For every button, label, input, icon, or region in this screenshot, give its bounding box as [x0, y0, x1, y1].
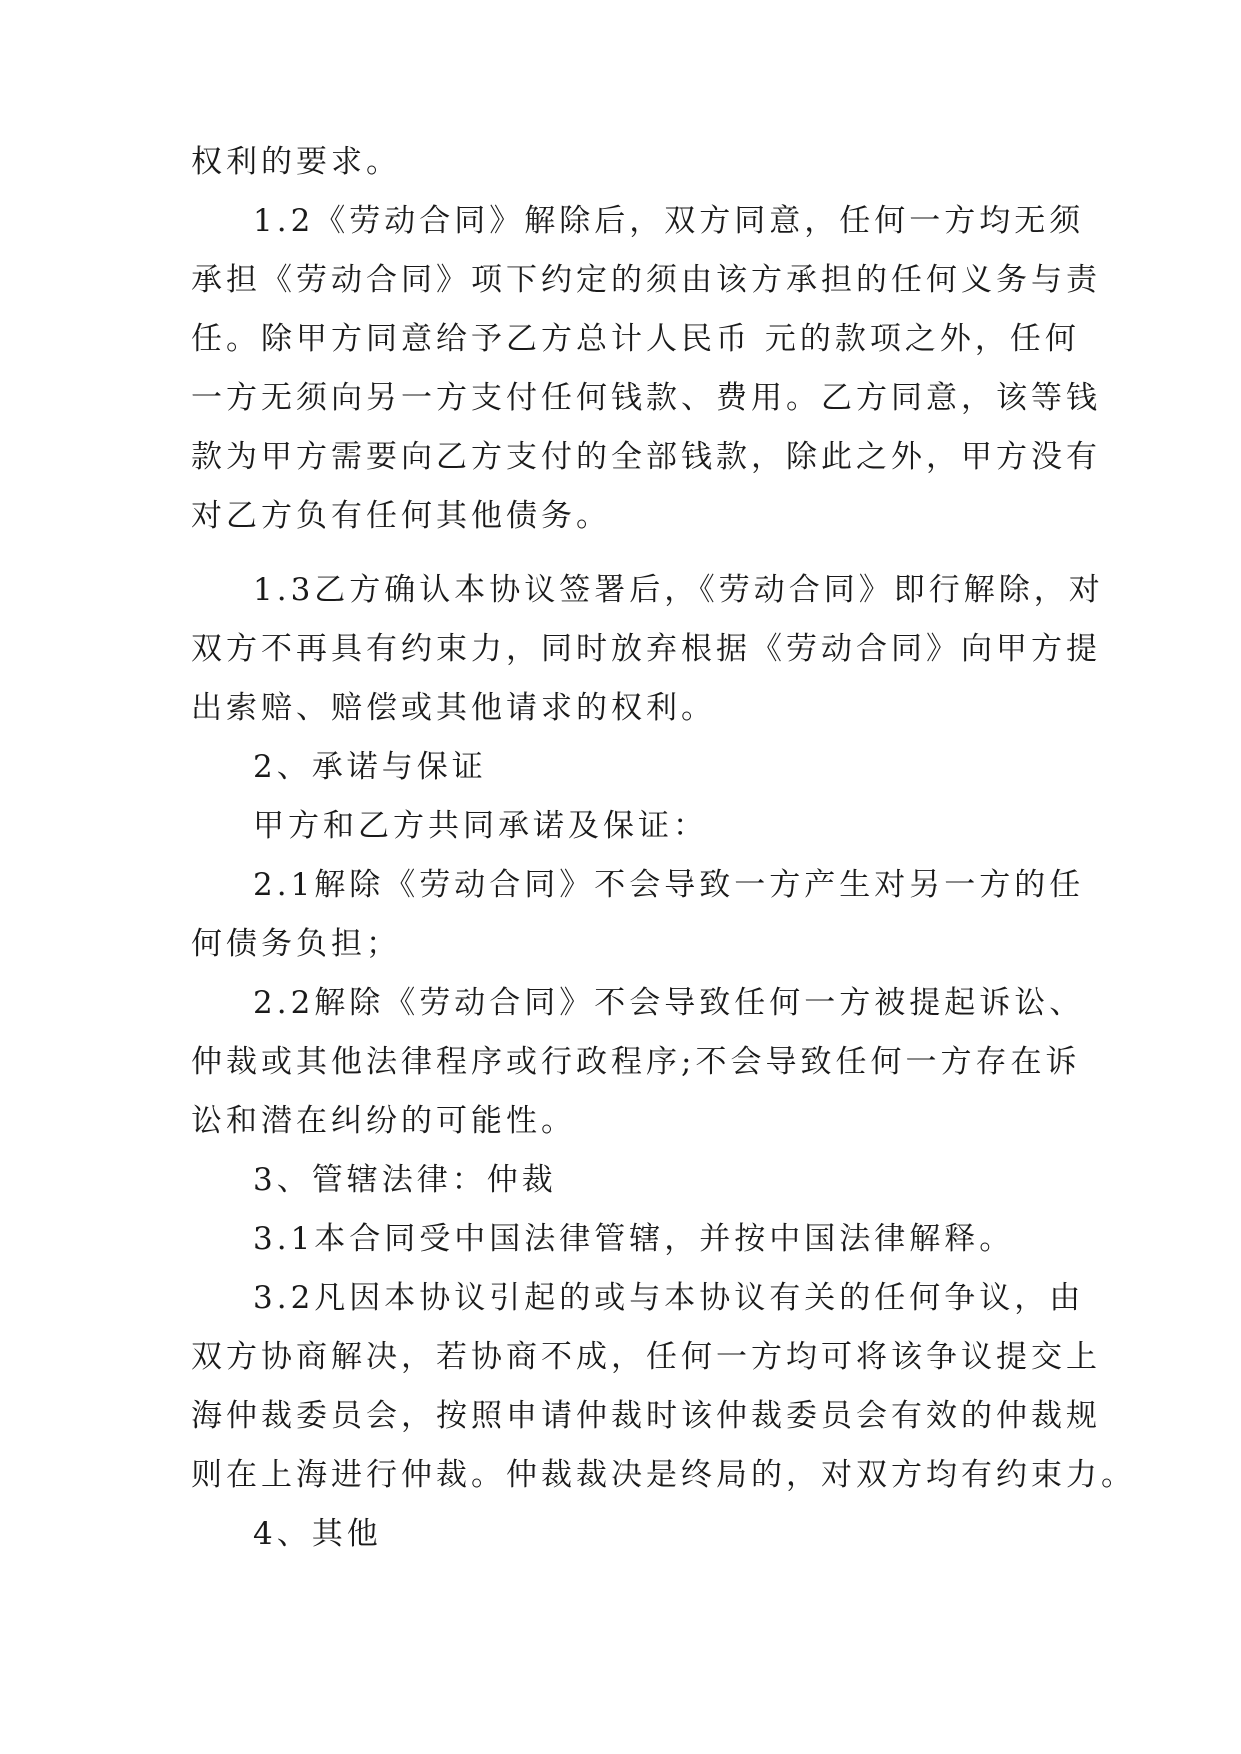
text-line: 则在上海进行仲裁。仲裁裁决是终局的，对双方均有约束力。: [191, 1457, 1136, 1493]
text-line: 对乙方负有任何其他债务。: [191, 498, 611, 534]
text-line: 权利的要求。: [191, 144, 401, 180]
text-line: 2.2解除《劳动合同》不会导致任何一方被提起诉讼、: [253, 985, 1085, 1021]
section-heading: 3、管辖法律：仲裁: [253, 1162, 557, 1198]
text-line: 双方协商解决，若协商不成，任何一方均可将该争议提交上: [191, 1339, 1101, 1375]
text-line: 任。除甲方同意给予乙方总计人民币 元的款项之外，任何: [191, 321, 1080, 357]
text-line: 1.3乙方确认本协议签署后，《劳动合同》即行解除，对: [253, 572, 1104, 608]
text-line: 仲裁或其他法律程序或行政程序;不会导致任何一方存在诉: [191, 1044, 1081, 1080]
text-line: 出索赔、赔偿或其他请求的权利。: [191, 690, 716, 726]
text-line: 1.2《劳动合同》解除后，双方同意，任何一方均无须: [253, 203, 1085, 239]
text-line: 何债务负担；: [191, 926, 401, 962]
text-line: 海仲裁委员会，按照申请仲裁时该仲裁委员会有效的仲裁规: [191, 1398, 1101, 1434]
text-line: 双方不再具有约束力，同时放弃根据《劳动合同》向甲方提: [191, 631, 1101, 667]
section-heading: 4、其他: [253, 1516, 382, 1552]
text-line: 一方无须向另一方支付任何钱款、费用。乙方同意，该等钱: [191, 380, 1101, 416]
text-line: 承担《劳动合同》项下约定的须由该方承担的任何义务与责: [191, 262, 1101, 298]
text-line: 3.1本合同受中国法律管辖，并按中国法律解释。: [253, 1221, 1015, 1257]
text-line: 3.2凡因本协议引起的或与本协议有关的任何争议，由: [253, 1280, 1085, 1316]
text-line: 2.1解除《劳动合同》不会导致一方产生对另一方的任: [253, 867, 1085, 903]
text-line: 讼和潜在纠纷的可能性。: [191, 1103, 576, 1139]
text-line: 款为甲方需要向乙方支付的全部钱款，除此之外，甲方没有: [191, 439, 1101, 475]
section-heading: 2、承诺与保证: [253, 749, 487, 785]
text-line: 甲方和乙方共同承诺及保证：: [253, 808, 708, 844]
